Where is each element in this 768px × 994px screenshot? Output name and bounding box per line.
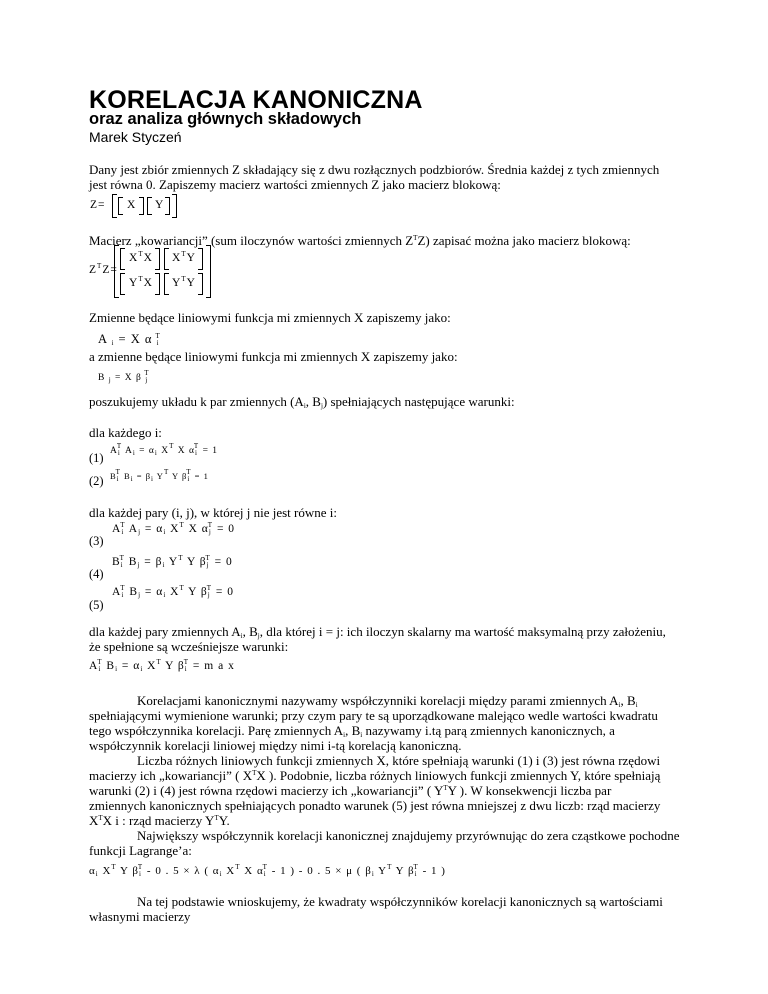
para-line-10: Największy współczynnik korelacji kanonicznej znajdujemy przyrównując do zera cząstkowe pochodne [137,828,680,843]
outer-bracket-right [172,194,177,218]
pairs-text: poszukujemy układu k par zmiennych ($A_i$, $B_j$) spełniających następujące warunki: [89,394,515,410]
para-line-4: współczynnik korelacji liniowej między nimi i-tą korelacją kanoniczną. [89,738,462,753]
bracket-right [198,248,203,270]
formula-3: $A_i^T$ $A_j = \alpha_i$ $X^T$ X $\alpha_j^T = 0$ [112,521,236,536]
formula-5: $A_i^T$ $B_j = \alpha_i$ $X^T$ Y $\beta_j^T = 0$ [112,584,235,599]
bracket-right [198,273,203,295]
bracket-left [118,197,123,215]
eq-number-3: (3) [89,534,104,548]
author: Marek Styczeń [89,129,182,145]
para-line-12: Na tej podstawie wnioskujemy, że kwadraty współczynników korelacji kanonicznych są wartościami [137,894,663,909]
xty-cell: $X^TY$ [172,250,196,264]
bracket-left [120,273,125,295]
bracket-left [164,248,169,270]
para-line-9: $X^TX$ i : rząd macierzy $Y^TY$. [89,813,230,828]
intro-line-1: Dany jest zbiór zmiennych Z składający się z dwu rozłącznych podzbiorów. Średnia każdej z tych zmiennych [89,162,660,177]
formula-4: $B_i^T$ $B_j = \beta_i$ $Y^T$ Y $\beta_j^T = 0$ [112,554,233,569]
para-line-5: Liczba różnych liniowych funkcji zmiennych X, które spełniają warunki (1) i (3) jest równa rzędowi [137,753,661,768]
bracket-right [165,197,170,215]
para-line-2: spełniającymi wymienione warunki; przy czym pary te są uporządkowane malejąco wedle wartości kwadratu [89,708,658,723]
para-line-13: własnymi macierzy [89,909,191,924]
cov-intro: Macierz „kowariancji” (sum iloczynów wartości zmiennych $Z^TZ$) zapisać można jako macierz blokową: [89,233,631,248]
para-line-3: tego współczynnika korelacji. Parę zmiennych $A_i$, $B_i$ nazywamy i.tą parą zmiennych kanonicznych, a [89,723,615,739]
bracket-left [147,197,152,215]
bracket-left [120,248,125,270]
formula-bj: B $_j$ = X β $_j^T$ [98,369,150,384]
formula-lagrange: $\alpha_i$ $X^T$ Y $\beta_i^T - 0$ . 5 × λ ( $\alpha_i$ $X^T$ X $\alpha_i^T - 1$ ) - 0 . 5 × μ ( $\beta_i$ $Y^T$ Y $\beta_i^T - 1$ ) [89,863,446,878]
subtitle: oraz analiza głównych składowych [89,110,362,128]
page-title: KORELACJA KANONICZNA [89,86,423,114]
xtx-cell: $X^TX$ [129,250,153,264]
para-line-7: warunki (2) i (4) jest równa rzędowi macierzy ich „kowariancji” ( $Y^TY$ ). W konsekwencji liczba par [89,783,612,798]
z-y-block: Y [155,199,165,211]
para-line-8: zmiennych kanonicznych spełniających ponadto warunek (5) jest równa mniejszej z dwu liczb: rząd macierzy [89,798,661,813]
eq-number-5: (5) [89,598,104,612]
ytx-cell: $Y^TX$ [129,275,153,289]
ztz-lhs: $Z^TZ=$ [89,262,118,276]
z-lhs: Z= [90,199,106,211]
formula-1: $A_i^T$ $A_i = \alpha_i$ $X^T$ X $\alpha_i^T = 1$ [110,442,219,457]
each-i-text: dla każdego i: [89,425,162,440]
outer-bracket-left [114,245,119,298]
max-cond-line-2: że spełnione są wcześniejsze warunki: [89,639,289,654]
formula-ai: A $_i$ = X α $_i^T$ [98,332,161,347]
para-line-6: macierzy ich „kowariancji” ( $X^TX$ ). Podobnie, liczba różnych liniowych funkcji zmiennych Y, które spełniają [89,768,661,783]
bracket-right [155,248,160,270]
bracket-left [164,273,169,295]
linear-x-text: Zmienne będące liniowymi funkcja mi zmiennych X zapiszemy jako: [89,310,451,325]
formula-2: $B_i^T$ $B_i = \beta_i$ $Y^T$ Y $\beta_i^T = 1$ [110,468,209,483]
para-line-1: Korelacjami kanonicznymi nazywamy współczynniki korelacji między parami zmiennych $A_i$, $B_i$ [137,693,638,709]
z-x-block: X [127,199,137,211]
bracket-right [155,273,160,295]
bracket-right [139,197,144,215]
each-pair-text: dla każdej pary (i, j), w której j nie jest równe i: [89,505,338,520]
eq-number-1: (1) [89,451,104,465]
formula-max: $A_i^T$ $B_i = \alpha_i$ $X^T$ Y $\beta_i^T = m$ a x [89,658,235,673]
para-line-11: funkcji Lagrange’a: [89,843,192,858]
yty-cell: $Y^TY$ [172,275,196,289]
max-cond-line-1: dla każdej pary zmiennych $A_i$, $B_j$, dla której i = j: ich iloczyn skalarny ma wartość maksymalną przy założeniu, [89,624,666,640]
linear-y-text: a zmienne będące liniowymi funkcja mi zmiennych X zapiszemy jako: [89,349,458,364]
eq-number-2: (2) [89,474,104,488]
outer-bracket-right [206,245,211,298]
outer-bracket-left [112,194,117,218]
eq-number-4: (4) [89,567,104,581]
intro-line-2: jest równa 0. Zapiszemy macierz wartości zmiennych Z jako macierz blokową: [89,177,501,192]
